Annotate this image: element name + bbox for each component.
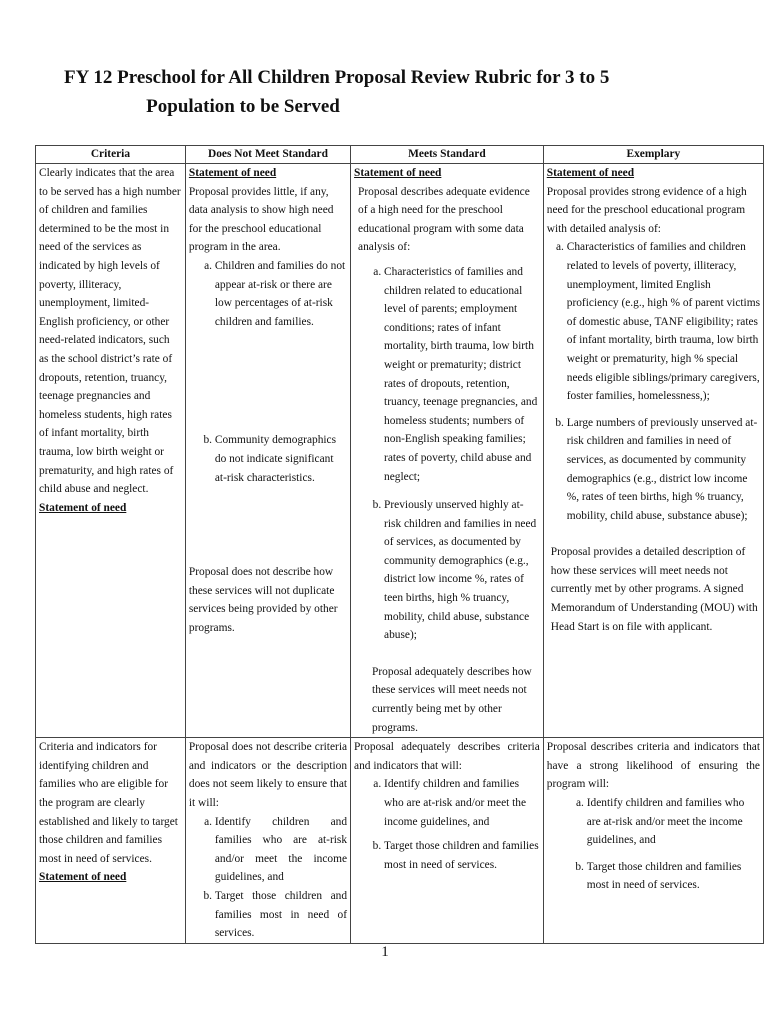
meets-cell — [351, 738, 544, 944]
list-item: b. Previously unserved highly at-risk children and families in need of services, as documented by community demographics (e.g., district low income %, rates of teen births, high % truancy, mobility, child abuse, substance abuse); — [384, 496, 540, 645]
meets-list — [354, 775, 540, 874]
list-item: a. Children and families do not appear at-risk or there are low percentages of at-risk children and families. — [215, 257, 347, 331]
dnm-list-b — [189, 431, 347, 487]
dnm-list — [189, 813, 347, 943]
list-item: a. Characteristics of families and children related to educational level of parents; employment conditions; rates of infant mortality, birth trauma, low birth weight or prematurity; district rates of dropouts, retention, truancy, teenage pregnancies, and homeless students; numbers of non-English speaking families; rates of poverty, child abuse and neglect; — [384, 263, 540, 486]
meets-cell — [351, 164, 544, 738]
list-item: a. Characteristics of families and children related to levels of poverty, illiteracy, unemployment, limited English proficiency (e.g., high % of parent victims of domestic abuse, TANF eligibility; rates of infant mortality, birth trauma, low birth weight or prematurity, high % special needs eligible siblings/primary caregivers, foster families, homelessness,); — [567, 238, 760, 405]
table-row — [36, 738, 764, 944]
dnm-intro: Proposal does not describe criteria and indicators or the description does not seem likely to ensure that it will: — [188, 741, 348, 809]
document-title-line1: FY 12 Preschool for All Children Proposal Review Rubric for 3 to 5 — [64, 67, 610, 88]
column-header-exemplary: Exemplary — [543, 146, 763, 164]
list-item: b. Large numbers of previously unserved at-risk children and families in need of services, as documented by community demographics (e.g., district low income %, rates of teen births, high % truancy, mobility, child abuse, substance abuse); — [567, 414, 760, 526]
meets-intro: Proposal describes adequate evidence of a high need for the preschool educational program with some data analysis of: — [358, 185, 530, 254]
exemplary-cell — [543, 164, 763, 738]
meets-intro: Proposal adequately describes criteria and indicators that will: — [354, 741, 540, 772]
ex-list — [547, 794, 760, 895]
ex-list-a — [547, 238, 760, 405]
ex-heading: Statement of need — [546, 167, 635, 179]
document-title-line2: Population to be Served — [146, 96, 340, 117]
criteria-text: Clearly indicates that the area to be served has a high number of children and families determined to be the most in need of the services as indicated by high levels of poverty, illiteracy, unemployment, limited-English proficiency, or other need-related indicators, such as the school district’s rate of dropouts, retention, truancy, teenage pregnancies and homeless students, high rates of infant mortality, birth trauma, low birth weight or prematurity, and high rates of child abuse and neglect. — [39, 167, 181, 496]
list-item: a. Identify children and families who are at-risk and/or meet the income guidelines, and — [384, 775, 540, 831]
ex-duplication: Proposal provides a detailed description of how these services will meet needs not currently met by other programs. A signed Memorandum of Understanding (MOU) with Head Start is on file with applicant. — [550, 546, 758, 633]
list-item: b. Target those children and families most in need of services. — [587, 858, 760, 895]
dnm-duplication: Proposal does not describe how these services will not duplicate services being provided by other programs. — [188, 566, 338, 634]
list-item: b. Target those children and families most in need of services. — [215, 887, 347, 943]
meets-heading: Statement of need — [354, 167, 442, 179]
dnm-list-a — [189, 257, 347, 331]
table-row — [36, 164, 764, 738]
dnm-heading: Statement of need — [188, 167, 277, 179]
list-item: b. Target those children and families most in need of services. — [384, 837, 540, 874]
dnm-intro: Proposal provides little, if any, data analysis to show high need for the preschool educational program in the area. — [188, 185, 334, 254]
list-item: b. Community demographics do not indicate significant at-risk characteristics. — [215, 431, 347, 487]
meets-list-a — [354, 263, 540, 486]
criteria-text: Criteria and indicators for identifying children and families who are eligible for the program are clearly established and likely to target those children and families most in need of services. — [39, 741, 178, 865]
table-header-row — [36, 146, 764, 164]
criteria-cell — [36, 738, 186, 944]
criteria-subheading: Statement of need — [39, 501, 127, 514]
does-not-meet-cell — [185, 738, 350, 944]
ex-intro: Proposal describes criteria and indicators that have a strong likelihood of ensuring the program will: — [546, 741, 760, 791]
does-not-meet-cell — [185, 164, 350, 738]
column-header-meets: Meets Standard — [351, 146, 544, 164]
rubric-table — [35, 145, 764, 944]
page-number: 1 — [381, 944, 389, 960]
meets-duplication: Proposal adequately describes how these services will meet needs not currently being met by other programs. — [372, 665, 532, 734]
list-item: a. Identify children and families who are at-risk and/or meet the income guidelines, and — [215, 813, 347, 887]
list-item: a. Identify children and families who are at-risk and/or meet the income guidelines, and — [587, 794, 760, 850]
column-header-does-not-meet: Does Not Meet Standard — [185, 146, 350, 164]
meets-list-b — [354, 496, 540, 645]
column-header-criteria: Criteria — [36, 146, 186, 164]
ex-list-b — [547, 414, 760, 526]
criteria-subheading: Statement of need — [39, 871, 127, 884]
exemplary-cell — [543, 738, 763, 944]
ex-intro: Proposal provides strong evidence of a high need for the preschool educational program with detailed analysis of: — [546, 185, 747, 235]
criteria-cell — [36, 164, 186, 738]
